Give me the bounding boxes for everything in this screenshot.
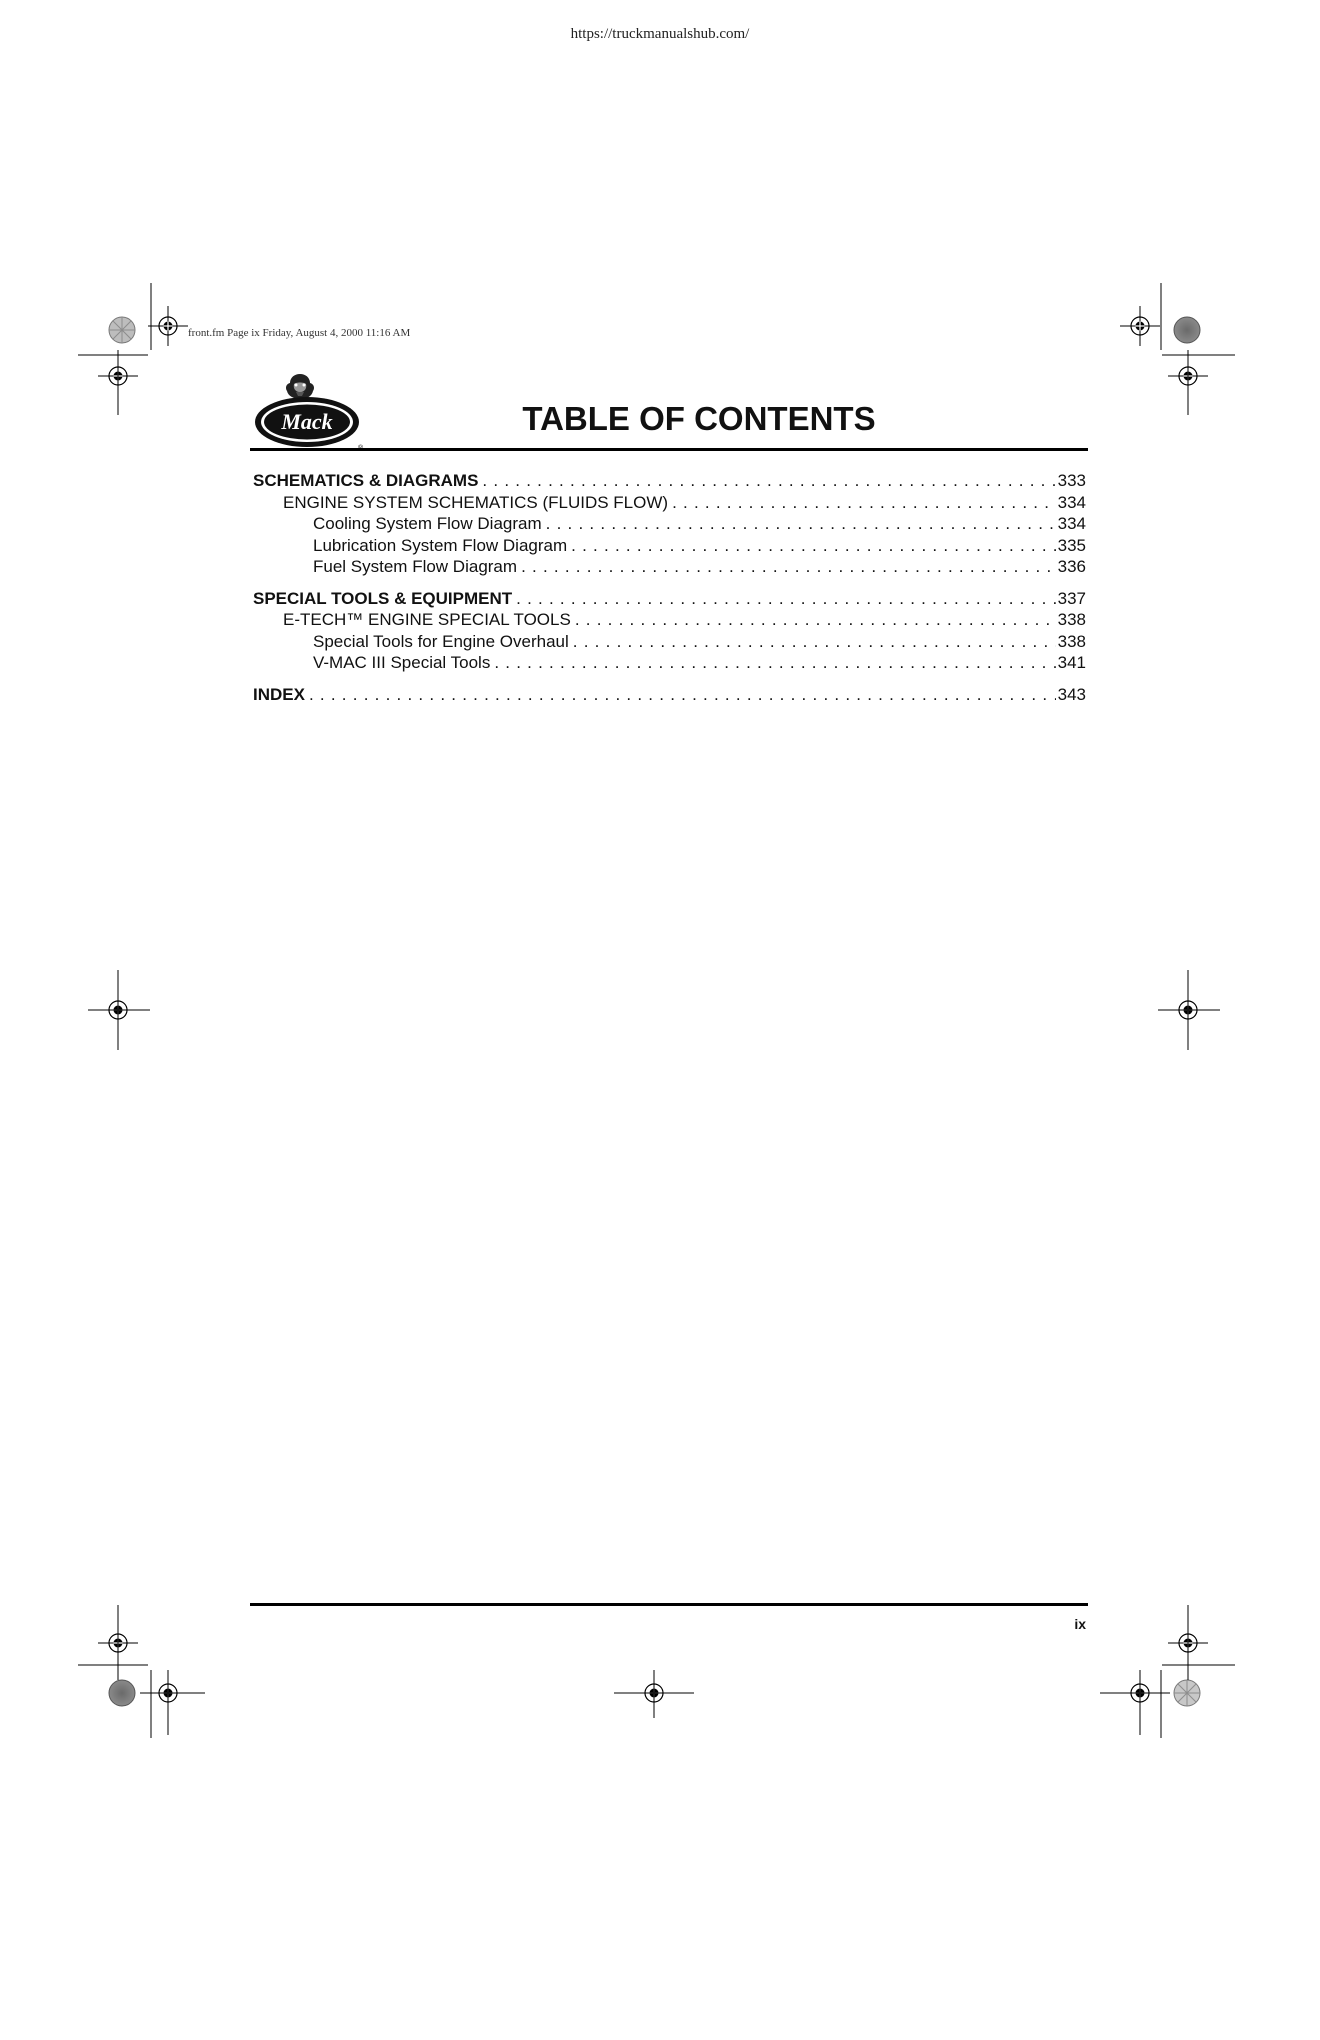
toc-page: 336 (1057, 557, 1086, 576)
page-title: TABLE OF CONTENTS (522, 400, 876, 437)
toc-leader (482, 470, 1055, 492)
toc-leader (309, 684, 1056, 706)
toc-label: Fuel System Flow Diagram (313, 557, 518, 576)
toc-label: Cooling System Flow Diagram (313, 514, 542, 533)
toc-label: E-TECH™ ENGINE SPECIAL TOOLS (283, 610, 571, 629)
toc-label: Special Tools for Engine Overhaul (313, 631, 569, 651)
toc-page: 338 (1057, 610, 1086, 629)
toc-page: 334 (1057, 492, 1086, 512)
toc-page: 335 (1057, 535, 1086, 555)
source-url: https://truckmanualshub.com/ (570, 26, 750, 42)
toc-page: 341 (1057, 653, 1086, 672)
toc-label: Lubrication System Flow Diagram (313, 535, 568, 555)
color-wheel-bottom-right (1174, 1680, 1200, 1706)
toc-leader (571, 535, 1055, 557)
print-slug: front.fm Page ix Friday, August 4, 2000 11:16 AM (188, 327, 411, 339)
table-of-contents (253, 470, 1086, 705)
toc-entry[interactable] (253, 556, 1086, 578)
toc-page: 334 (1057, 514, 1086, 533)
toc-entry[interactable] (253, 470, 1086, 492)
toc-entry[interactable] (253, 588, 1086, 610)
toc-leader (575, 609, 1056, 631)
toc-page: 333 (1057, 471, 1086, 490)
toc-entry[interactable] (253, 535, 1086, 557)
color-wheel-top-left (109, 317, 135, 343)
toc-entry[interactable] (253, 631, 1086, 653)
toc-leader (672, 492, 1056, 514)
toc-entry[interactable] (253, 652, 1086, 674)
toc-leader (516, 588, 1055, 610)
toc-entry[interactable] (253, 513, 1086, 535)
toc-entry[interactable] (253, 684, 1086, 706)
logo-wordmark: Mack (281, 409, 333, 434)
toc-label: ENGINE SYSTEM SCHEMATICS (FLUIDS FLOW) (283, 492, 669, 512)
title-rule (250, 448, 1088, 451)
toc-page: 337 (1057, 588, 1086, 608)
toc-label: SPECIAL TOOLS & EQUIPMENT (253, 588, 513, 608)
color-wheel-bottom-left (109, 1680, 135, 1706)
toc-page: 343 (1057, 684, 1086, 704)
toc-label: V-MAC III Special Tools (313, 653, 491, 672)
color-wheel-top-right (1174, 317, 1200, 343)
toc-label: SCHEMATICS & DIAGRAMS (253, 471, 479, 490)
toc-page: 338 (1057, 631, 1086, 651)
toc-entry[interactable] (253, 492, 1086, 514)
toc-entry[interactable] (253, 609, 1086, 631)
page-number: ix (1074, 1616, 1086, 1632)
bulldog-icon (286, 374, 314, 399)
toc-leader (573, 631, 1056, 653)
footer-rule (250, 1603, 1088, 1606)
toc-label: INDEX (253, 684, 305, 704)
toc-leader (494, 652, 1055, 674)
toc-leader (521, 556, 1056, 578)
toc-leader (546, 513, 1056, 535)
